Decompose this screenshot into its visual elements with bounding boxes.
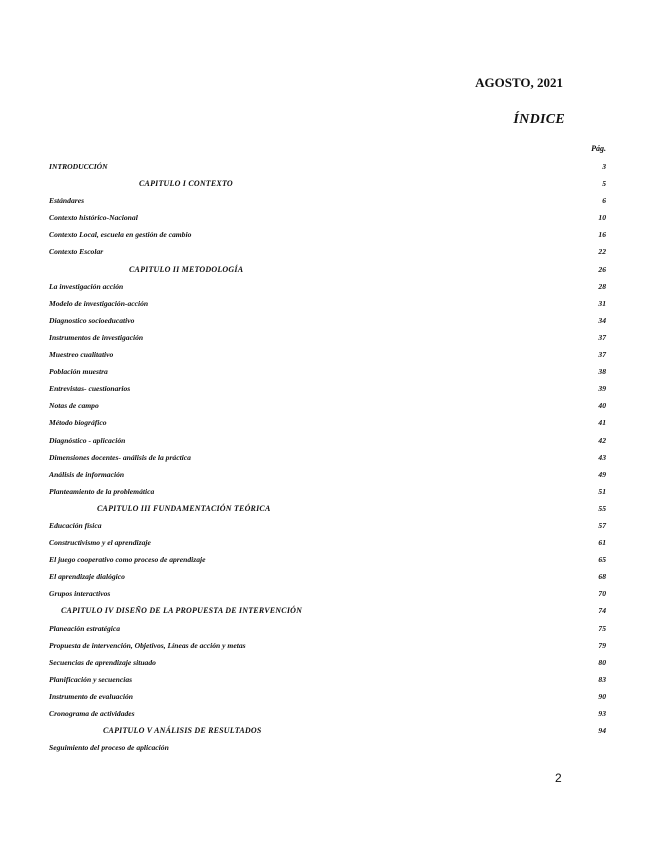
- toc-entry: [49, 278, 606, 295]
- toc-entry-title: Educación física: [49, 520, 102, 530]
- toc-chapter-heading: [49, 500, 606, 517]
- toc-entry-title: CAPITULO V ANÁLISIS DE RESULTADOS: [103, 726, 262, 736]
- toc-entry-page: 65: [598, 555, 606, 565]
- toc-entry-title: Planeación estratégica: [49, 623, 121, 633]
- toc-entry-page: 90: [598, 691, 606, 701]
- toc-entry-page: 37: [598, 350, 606, 360]
- toc-entry-page: 34: [598, 315, 606, 325]
- toc-entry-page: 6: [602, 196, 606, 206]
- toc-entry: [49, 688, 606, 705]
- toc-entry: [49, 346, 606, 363]
- toc-entry-title: Estándares: [49, 196, 85, 206]
- toc-entry-page: 41: [598, 418, 606, 428]
- toc-entry-page: 3: [602, 162, 606, 171]
- toc-entry-title: Contexto Escolar: [49, 247, 104, 257]
- toc-entry: [49, 671, 606, 688]
- toc-entry-title: Grupos interactivos: [49, 589, 111, 599]
- toc-entry-page: 5: [602, 179, 606, 189]
- toc-entry-page: 74: [598, 606, 606, 616]
- toc-entry: [49, 414, 606, 431]
- toc-entry: [49, 380, 606, 397]
- toc-entry: [49, 312, 606, 329]
- toc-entry-title: Muestreo cualitativo: [49, 350, 114, 360]
- toc-entry-page: 26: [598, 264, 606, 274]
- toc-entry-title: Planteamiento de la problemática: [49, 486, 155, 496]
- toc-entry: [49, 226, 606, 243]
- toc-entry-page: 42: [598, 435, 606, 445]
- toc-entry-title: El aprendizaje dialógico: [49, 572, 125, 582]
- toc-entry: [49, 517, 606, 534]
- toc-entry-title: Instrumentos de investigación: [49, 332, 144, 342]
- toc-entry-page: 93: [598, 709, 606, 718]
- toc-entry: [49, 432, 606, 449]
- toc-entry-title: Diagnostico socioeducativo: [49, 315, 135, 325]
- toc-entry: [49, 739, 606, 756]
- toc-entry-page: 68: [598, 572, 606, 582]
- toc-entry-title: Notas de campo: [49, 401, 99, 411]
- toc-entry-page: 51: [598, 486, 606, 496]
- toc-entry: [49, 568, 606, 585]
- toc-chapter-heading: [49, 602, 606, 619]
- toc-entry: [49, 551, 606, 568]
- toc-entry: [49, 158, 606, 175]
- toc-entry-title: CAPITULO II METODOLOGÍA: [129, 264, 244, 274]
- toc-entry-title: Población muestra: [49, 367, 108, 377]
- toc-entry-page: 28: [598, 281, 606, 291]
- toc-entry-page: 22: [598, 247, 606, 257]
- toc-entry-page: 16: [598, 230, 606, 240]
- toc-entry-page: 31: [598, 298, 606, 308]
- page-column-label: Pág.: [591, 144, 606, 153]
- toc-entry-page: 49: [598, 469, 606, 479]
- toc-entry-title: Método biográfico: [49, 418, 107, 428]
- toc-entry-title: Dimensiones docentes- análisis de la práctica: [49, 452, 191, 462]
- toc-entry: [49, 620, 606, 637]
- toc-entry: [49, 192, 606, 209]
- toc-entry-title: Diagnóstico - aplicación: [49, 435, 126, 445]
- toc-entry-title: Constructivismo y el aprendizaje: [49, 538, 151, 548]
- toc-entry-title: Cronograma de actividades: [49, 709, 135, 718]
- toc-entry-page: 57: [598, 520, 606, 530]
- toc-chapter-heading: [49, 175, 606, 192]
- toc-entry-title: Planificación y secuencias: [49, 674, 133, 684]
- toc-entry-page: 43: [598, 452, 606, 462]
- toc-entry-title: Análisis de información: [49, 469, 125, 479]
- toc-entry: [49, 363, 606, 380]
- toc-entry: [49, 483, 606, 500]
- toc-entry-title: CAPITULO I CONTEXTO: [139, 179, 233, 189]
- toc-entry: [49, 654, 606, 671]
- toc-entry-title: El juego cooperativo como proceso de aprendizaje: [49, 555, 206, 565]
- toc-entry-title: La investigación acción: [49, 281, 124, 291]
- toc-chapter-heading: [49, 722, 606, 739]
- toc-entry-title: Contexto Local, escuela en gestión de cambio: [49, 230, 192, 240]
- toc-entry-page: 10: [598, 213, 606, 223]
- toc-entry-page: 38: [598, 367, 606, 377]
- toc-entry-title: Instrumento de evaluación: [49, 691, 133, 701]
- toc-entry-page: 83: [598, 674, 606, 684]
- toc-entry: [49, 397, 606, 414]
- toc-entry-title: Entrevistas- cuestionarios: [49, 384, 131, 394]
- toc-entry: [49, 295, 606, 312]
- table-of-contents: [49, 158, 606, 756]
- toc-entry-title: Contexto histórico-Nacional: [49, 213, 138, 223]
- document-date: AGOSTO, 2021: [475, 75, 563, 90]
- toc-entry: [49, 243, 606, 260]
- toc-entry-page: 79: [598, 640, 606, 650]
- toc-entry-page: 70: [598, 589, 606, 599]
- toc-entry: [49, 209, 606, 226]
- index-title: ÍNDICE: [513, 112, 565, 127]
- toc-entry-page: 80: [598, 657, 606, 667]
- toc-entry: [49, 585, 606, 602]
- toc-entry-page: 40: [598, 401, 606, 411]
- toc-entry: [49, 637, 606, 654]
- toc-entry-page: 55: [598, 503, 606, 513]
- page-number: 2: [555, 771, 562, 785]
- toc-entry-page: 75: [598, 623, 606, 633]
- toc-chapter-heading: [49, 261, 606, 278]
- toc-entry-title: INTRODUCCIÓN: [49, 162, 108, 171]
- toc-entry-page: 37: [598, 332, 606, 342]
- toc-entry-page: 61: [598, 538, 606, 548]
- toc-entry-title: CAPITULO IV DISEÑO DE LA PROPUESTA DE INTERVENCIÓN: [61, 606, 303, 616]
- toc-entry: [49, 329, 606, 346]
- toc-entry: [49, 466, 606, 483]
- toc-entry: [49, 449, 606, 466]
- toc-entry-title: Propuesta de intervención, Objetivos, Líneas de acción y metas: [49, 640, 246, 650]
- toc-entry-title: CAPITULO III FUNDAMENTACIÓN TEÓRICA: [97, 503, 271, 513]
- toc-entry-title: Seguimiento del proceso de aplicación: [49, 743, 169, 753]
- toc-entry: [49, 534, 606, 551]
- toc-entry: [49, 705, 606, 722]
- toc-entry-page: 39: [598, 384, 606, 394]
- toc-entry-page: 94: [598, 726, 606, 736]
- toc-entry-title: Secuencias de aprendizaje situado: [49, 657, 156, 667]
- toc-entry-title: Modelo de investigación-acción: [49, 298, 149, 308]
